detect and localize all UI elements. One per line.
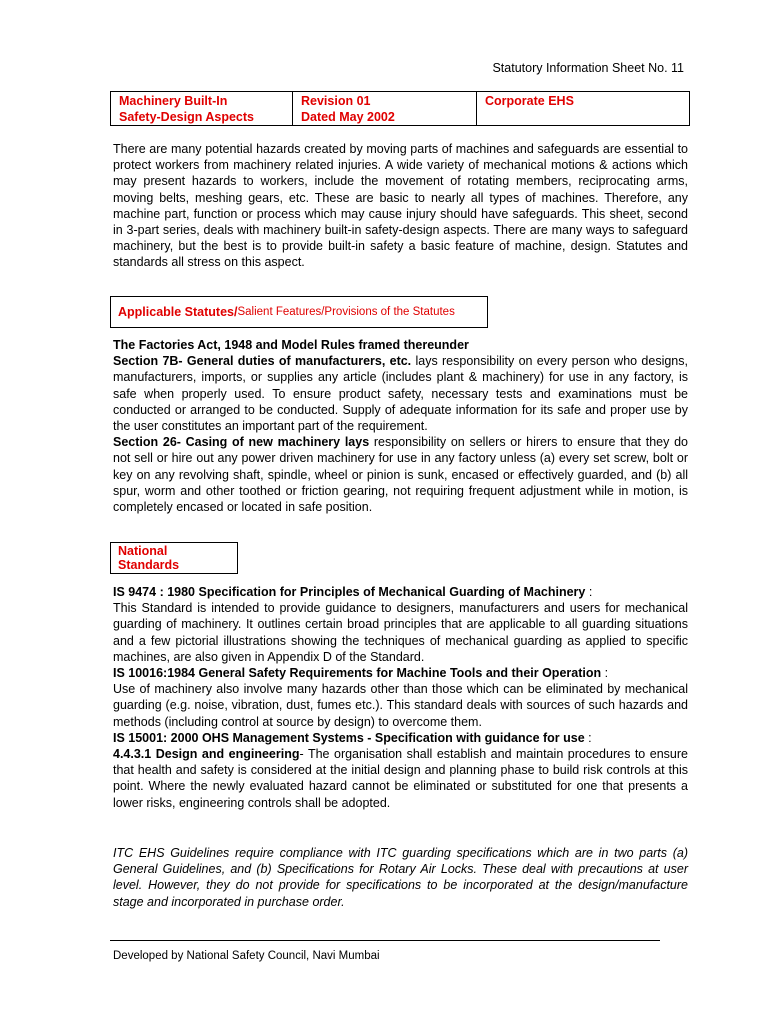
intro-paragraph <box>113 141 688 271</box>
statutes-box-strong: Applicable Statutes/ <box>118 305 238 319</box>
is9474-heading: IS 9474 : 1980 Specification for Principles of Mechanical Guarding of Machinery <box>113 585 586 599</box>
itc-note-text: ITC EHS Guidelines require compliance with ITC guarding specifications which are in two parts (a) General Guidelines, and (b) Specifications for Rotary Air Locks. These deal with precautions at user level. However, they do not provide for specifications to be incorporated at the design/manufacture stage and incorporated in purchase order. <box>113 846 688 909</box>
header-revision: Revision 01 <box>301 94 371 108</box>
national-standards-label: National Standards <box>118 544 180 572</box>
statutes-box <box>110 296 488 328</box>
national-standards-box <box>110 542 238 574</box>
header-department-cell <box>477 92 689 125</box>
design-engineering-text: - The organisation shall establish and maintain procedures to ensure that health and safety is considered at the initial design and planning phase to build risk controls at this point. Where the newly evaluated hazard cannot be eliminated or substituted for one that presents a lower risks, engineering controls shall be adopted. <box>113 747 688 810</box>
intro-text: There are many potential hazards created by moving parts of machines and safeguards are essential to protect workers from machinery related injuries. A wide variety of mechanical motions & actions which may present hazards to workers, include the movement of rotating members, reciprocating arms, moving belts, meshing gears, etc. These are basic to nearly all types of machines. Therefore, any machine part, function or process which may cause injury should have safeguards. This sheet, second in 3-part series, deals with machinery built-in safety-design aspects. There are many ways to safeguard machinery, but the best is to provide built-in safety a basic feature of machine, design. Statutes and standards all stress on this aspect. <box>113 142 688 270</box>
section-26-text: responsibility on sellers or hirers to ensure that they do not sell or hire out any power driven machinery for use in any factory unless (a) every set screw, bolt or key on any revolving shaft, spindle, wheel or pinion is sunk, encased or effectively guarded, and (b) all spur, worm and other toothed or friction gearing, not requiring frequent adjustment while in motion, is completely encased or located in safe position. <box>113 435 688 515</box>
is15001-heading: IS 15001: 2000 OHS Management Systems - Specification with guidance for use <box>113 730 585 745</box>
header-title-line2: Safety-Design Aspects <box>119 110 254 124</box>
national-standards-section: IS 9474 : 1980 Specification for Principles of Mechanical Guarding of Machinery : This Standard is intended to provide guidance to designers, manufacturers and users for mechanical guarding of machinery. It outlines certain broad principles that are applicable to all guarding situations and a few pictorial illustrations showing the techniques of mechanical guarding as applied to specific machines, are also given in Appendix D of the Standard. IS 10016:1984 General Safety Requirements for Machine Tools and their Operation : Use of machinery also involve many hazards other than those which can be eliminated by mechanical guarding (e.g. noise, vibration, dust, fumes etc.). This standard deals with sources of such hazards and methods (including control at source by design) to overcome them. IS 15001: 2000 OHS Management Systems - Specification with guidance for use : 4.4.3.1 Design and engineering- The organisation shall establish and maintain procedures to ensure that health and safety is considered at the initial design and planning phase to build risk controls at this point. Where the newly evaluated hazard cannot be eliminated or substituted for one that presents a lower risks, engineering controls shall be adopted. <box>113 585 688 810</box>
header-dated: Dated May 2002 <box>301 110 395 124</box>
is10016-heading: IS 10016:1984 General Safety Requirements for Machine Tools and their Operation <box>113 666 602 681</box>
header-title-line1: Machinery Built-In <box>119 94 228 108</box>
itc-note <box>113 845 688 910</box>
footer-text: Developed by National Safety Council, Navi Mumbai <box>113 950 380 962</box>
section-7b-text: lays responsibility on every person who designs, manufacturers, imports, or supplies any article (includes plant & machinery) for use in any factory, is safe when properly used. To ensure product safety, necessary tests and examinations must be conducted or arranged to be conducted. Supply of adequate information for its safe and proper use by the user constitutes an important part of the requirement. <box>113 354 688 434</box>
header-table <box>110 91 690 126</box>
is10016-text: Use of machinery also involve many hazards other than those which can be eliminated by mechanical guarding (e.g. noise, vibration, dust, fumes etc.). This standard deals with sources of such hazards and methods (including control at source by design) to overcome them. <box>113 682 688 729</box>
header-revision-cell <box>293 92 477 125</box>
section-26-heading: Section 26- Casing of new machinery lays <box>113 435 370 450</box>
header-department: Corporate EHS <box>485 94 574 108</box>
header-title-cell <box>111 92 293 125</box>
footer-divider <box>110 940 660 941</box>
is9474-text: This Standard is intended to provide guidance to designers, manufacturers and users for mechanical guarding of machinery. It outlines certain broad principles that are applicable to all guarding situations and a few pictorial illustrations showing the techniques of mechanical guarding as applied to specific machines, are also given in Appendix D of the Standard. <box>113 601 688 664</box>
sheet-number: Statutory Information Sheet No. 11 <box>492 61 684 75</box>
design-engineering-heading: 4.4.3.1 Design and engineering <box>113 747 300 762</box>
section-7b-heading: Section 7B- General duties of manufacturers, etc. <box>113 354 412 369</box>
statutes-box-light: Salient Features/Provisions of the Statutes <box>237 306 455 318</box>
factories-act-section <box>113 337 688 515</box>
factories-act-heading: The Factories Act, 1948 and Model Rules framed thereunder <box>113 338 469 352</box>
